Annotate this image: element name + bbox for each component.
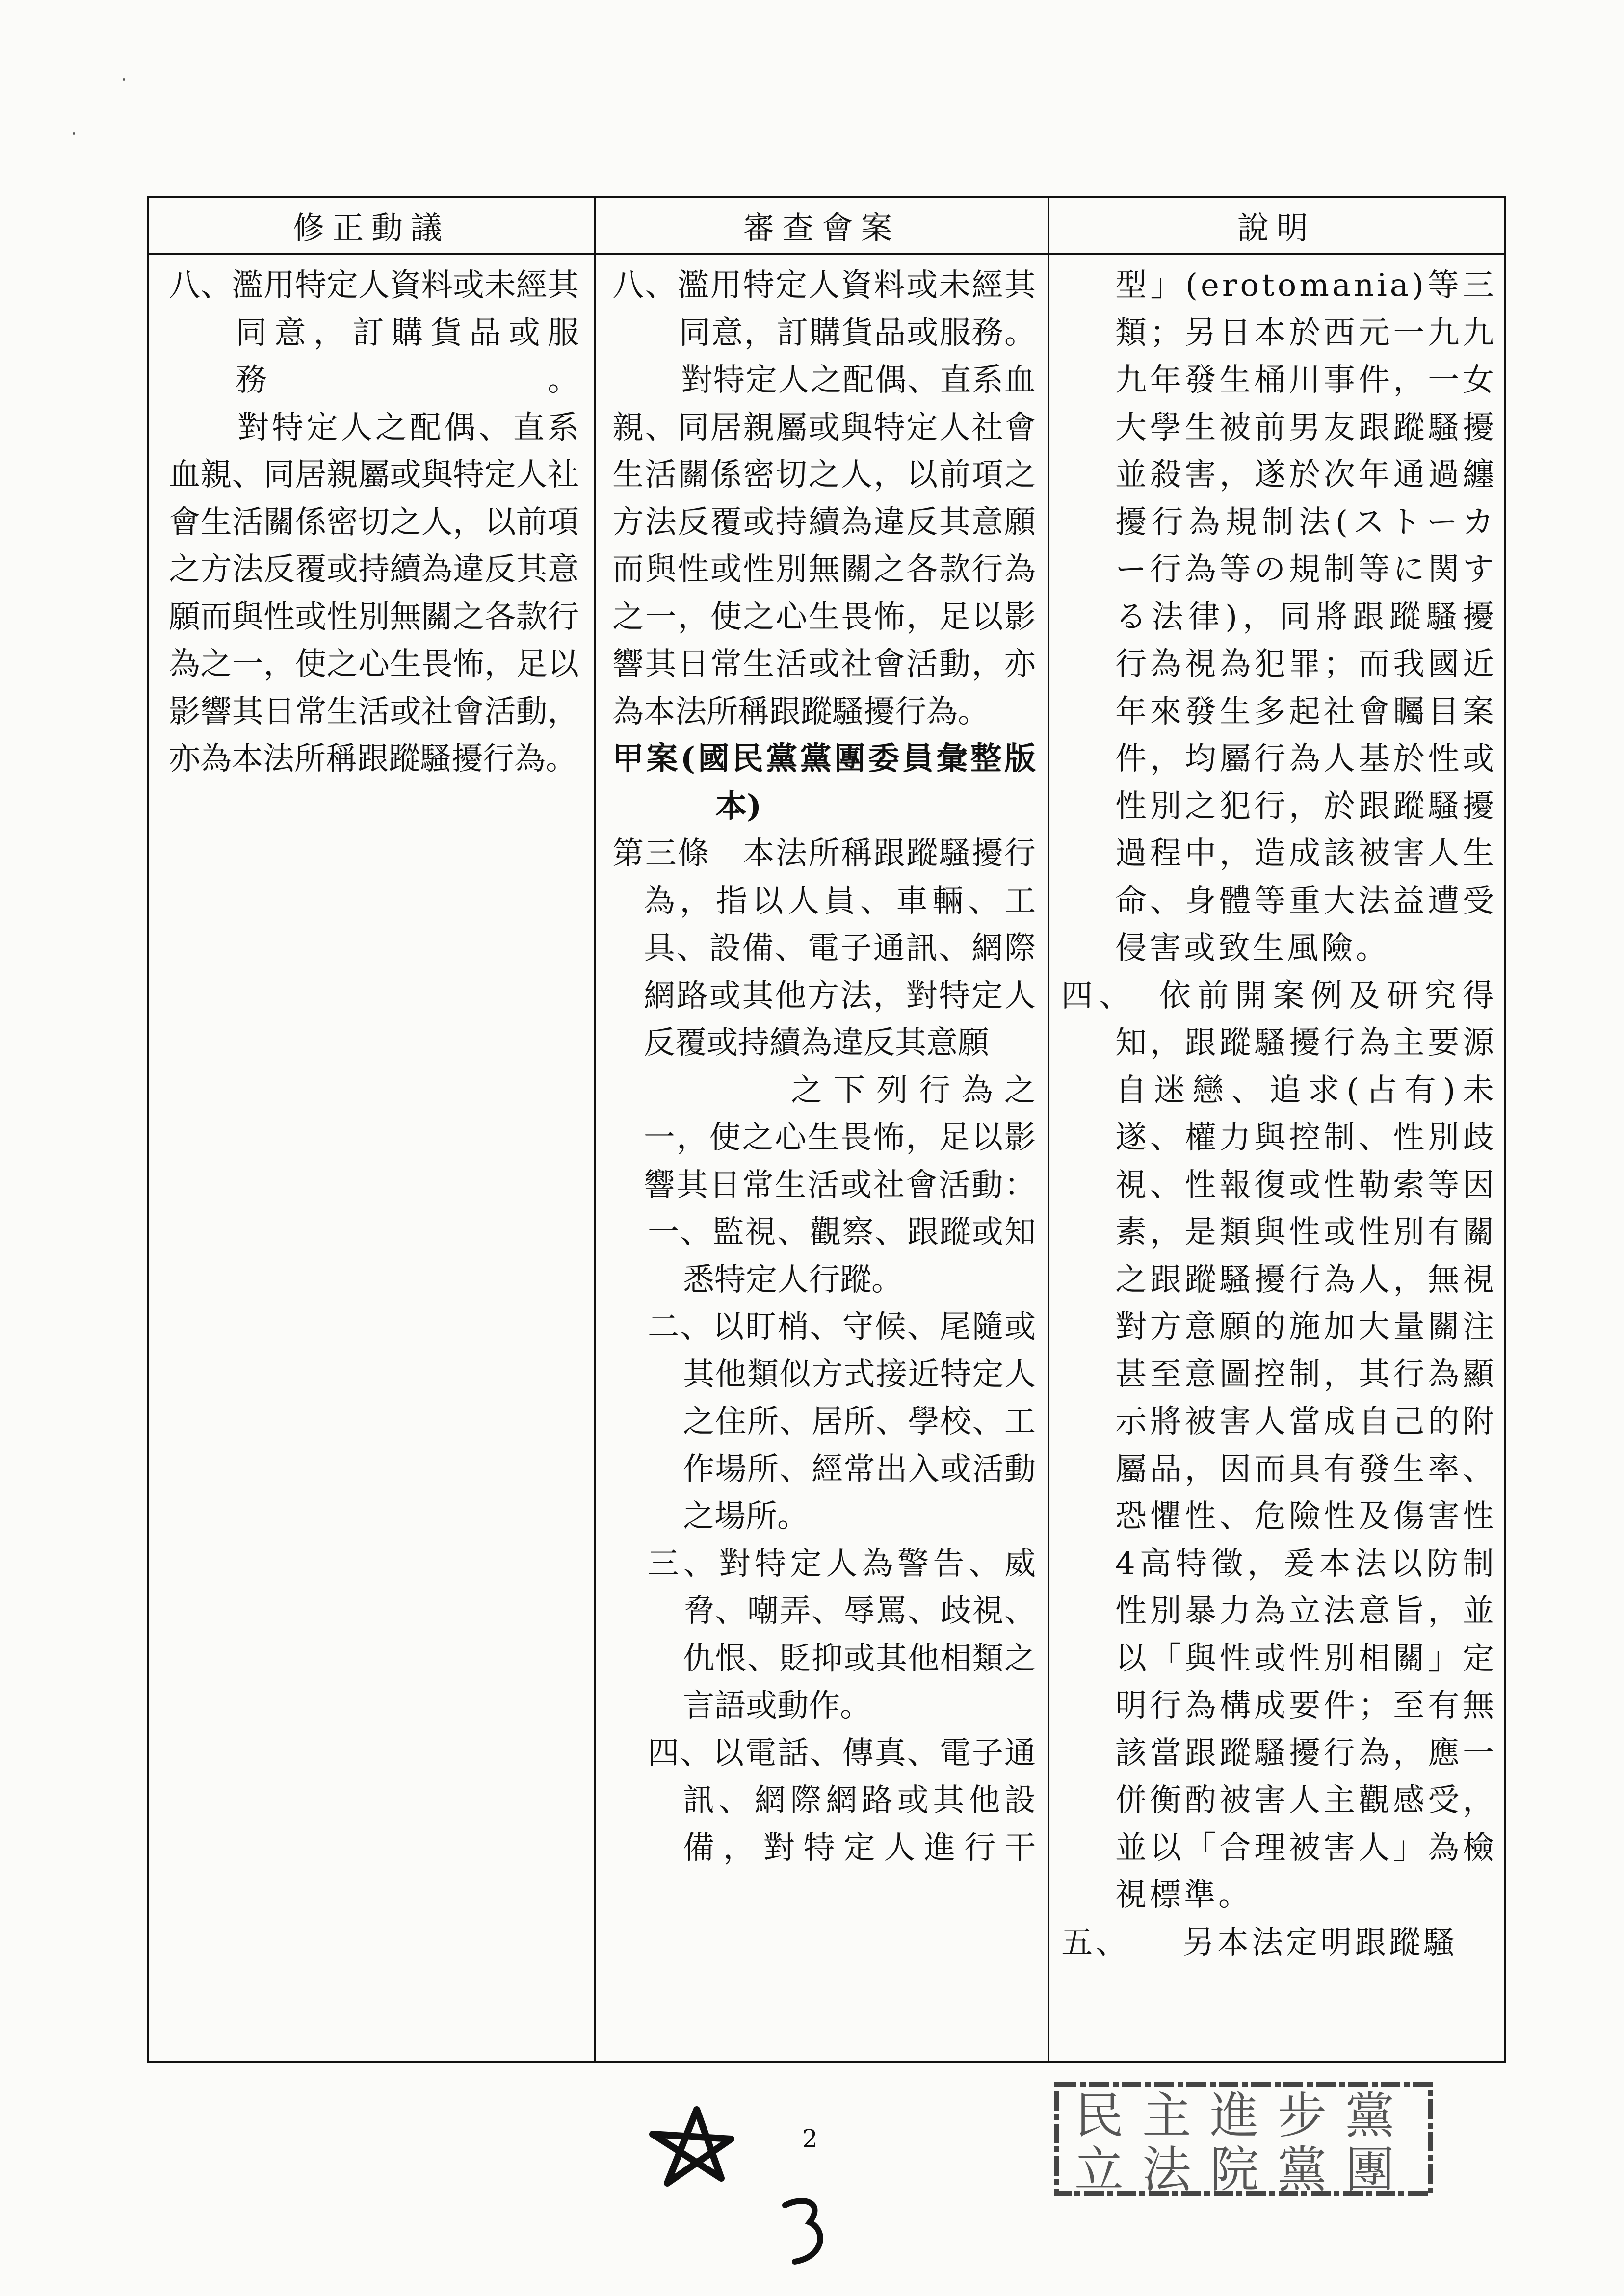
- handwritten-star-mark: [638, 2100, 765, 2198]
- svg-text:立法院黨團: 立法院黨團: [1074, 2141, 1413, 2198]
- handwritten-three-mark: [775, 2193, 834, 2267]
- header-review: 審查會案: [595, 197, 1048, 254]
- page-number: 2: [802, 2124, 818, 2153]
- amendment-comparison-table: [147, 196, 1506, 2063]
- header-motion: 修正動議: [148, 197, 595, 254]
- motion-item-8: 八、濫用特定人資料或未經其同意，訂購貨品或服務。: [169, 267, 579, 398]
- table-body-row: [148, 254, 1505, 2062]
- review-item-8: 八、濫用特定人資料或未經其同意，訂購貨品或服務。: [612, 267, 1036, 351]
- seal-image: [1050, 2078, 1438, 2200]
- explanation-continued: 型」(erotomania)等三類；另日本於西元一九九九年發生桶川事件，一女大學生被前男友跟蹤騷擾並殺害，遂於次年通過纏擾行為規制法(ストーカー行為等の規制等に関する法律)，同將跟蹤騷擾行為視為犯罪；而我國近年來發生多起社會矚目案件，均屬行為人基於性或性別之犯行，於跟蹤騷擾過程中，造成該被害人生命、身體等重大法益遭受侵害或致生風險。: [1115, 267, 1497, 966]
- explanation-section-4: 四、 依前開案例及研究得知，跟蹤騷擾行為主要源自迷戀、追求(占有)未遂、權力與控制、性別歧視、性報復或性勒索等因素，是類與性或性別有關之跟蹤騷擾行為人，無視對方意願的施加大量關注甚至意圖控制，其行為顯示將被害人當成自己的附屬品，因而具有發生率、恐懼性、危險性及傷害性4高特徵，爰本法以防制性別暴力為立法意旨，並以「與性或性別相關」定明行為構成要件；至有無該當跟蹤騷擾行為，應一併衡酌被害人主觀感受，並以「合理被害人」為檢視標準。: [1061, 977, 1497, 1913]
- article-3: 第三條 本法所稱跟蹤騷擾行為，指以人員、車輛、工具、設備、電子通訊、網際網路或其他方法，對特定人反覆或持續為違反其意願: [612, 835, 1036, 1061]
- table-header-row: [148, 197, 1505, 254]
- svg-text:民主進步黨: 民主進步黨: [1074, 2087, 1413, 2144]
- motion-paragraph: 對特定人之配偶、直系血親、同居親屬或與特定人社會生活關係密切之人，以前項之方法反覆或持續為違反其意願而與性或性別無關之各款行為之一，使之心生畏怖，足以影響其日常生活或社會活動，亦為本法所稱跟蹤騷擾行為。: [169, 409, 579, 777]
- article-3-item-1: 一、監視、觀察、跟蹤或知悉特定人行蹤。: [648, 1214, 1036, 1298]
- explanation-cell: [1048, 254, 1505, 2062]
- article-3-item-2: 二、以盯梢、守候、尾隨或其他類似方式接近特定人之住所、居所、學校、工作場所、經常出入或活動之場所。: [648, 1309, 1036, 1535]
- motion-cell: [148, 254, 595, 2062]
- article-3-item-4: 四、以電話、傳真、電子通訊、網際網路或其他設備，對特定人進行干: [648, 1735, 1036, 1866]
- review-paragraph: 對特定人之配偶、直系血親、同居親屬或與特定人社會生活關係密切之人，以前項之方法反覆或持續為違反其意願而與性或性別無關之各款行為之一，使之心生畏怖，足以影響其日常生活或社會活動，亦為本法所稱跟蹤騷擾行為。: [612, 362, 1036, 730]
- scan-speck: [73, 132, 75, 135]
- review-cell: [595, 254, 1048, 2062]
- article-3-item-3: 三、對特定人為警告、威脅、嘲弄、辱罵、歧視、仇恨、貶抑或其他相類之言語或動作。: [648, 1545, 1036, 1724]
- scan-speck: [123, 78, 125, 81]
- party-caucus-seal: [1050, 2078, 1438, 2202]
- article-3-continuation: 之下列行為之一，使之心生畏怖，足以影響其日常生活或社會活動：: [644, 1072, 1036, 1203]
- explanation-section-5: 五、 另本法定明跟蹤騷: [1061, 1924, 1458, 1961]
- version-heading: 甲案(國民黨黨團委員彙整版本): [612, 740, 1036, 825]
- header-explanation: 說明: [1048, 197, 1505, 254]
